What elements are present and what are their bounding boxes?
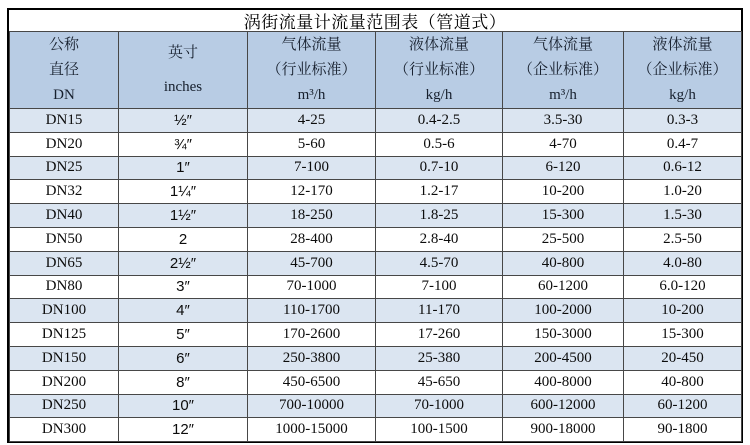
table-cell: 200-4500 — [503, 346, 624, 370]
table-cell: 8″ — [119, 370, 248, 394]
header-line: m³/h — [549, 86, 577, 103]
table-cell: ½″ — [119, 109, 248, 133]
flow-range-table — [9, 31, 742, 442]
header-line: （企业标准） — [637, 61, 728, 78]
header-line: 气体流量 — [281, 36, 342, 53]
table-cell: 4.0-80 — [624, 251, 742, 275]
header-line: inches — [163, 79, 203, 95]
table-row — [10, 370, 742, 394]
table-cell: 4.5-70 — [376, 251, 503, 275]
table-cell: DN100 — [10, 299, 119, 323]
table-cell: 900-18000 — [503, 418, 624, 442]
table-row — [10, 109, 742, 133]
table-cell: 0.4-7 — [624, 132, 742, 156]
table-cell: 450-6500 — [248, 370, 376, 394]
table-cell: 0.5-6 — [376, 132, 503, 156]
table-cell: 17-260 — [376, 323, 503, 347]
table-cell: 45-700 — [248, 251, 376, 275]
table-cell: DN40 — [10, 204, 119, 228]
header-line: 气体流量 — [532, 36, 593, 53]
header-line: 液体流量 — [408, 36, 469, 53]
table-cell: 600-12000 — [503, 394, 624, 418]
header-line: 直径 — [48, 61, 79, 78]
table-cell: 6″ — [119, 346, 248, 370]
table-row — [10, 132, 742, 156]
table-cell: 1″ — [119, 156, 248, 180]
table-cell: 400-8000 — [503, 370, 624, 394]
table-row — [10, 204, 742, 228]
col-header-gas-industry — [248, 32, 376, 109]
col-header-inches — [119, 32, 248, 109]
col-header-liquid-enterprise — [624, 32, 742, 109]
table-row — [10, 346, 742, 370]
table-cell: DN25 — [10, 156, 119, 180]
table-cell: DN50 — [10, 227, 119, 251]
table-cell: 7-100 — [248, 156, 376, 180]
table-cell: 40-800 — [503, 251, 624, 275]
table-cell: DN300 — [10, 418, 119, 442]
table-cell: 15-300 — [624, 323, 742, 347]
table-cell: 1.8-25 — [376, 204, 503, 228]
header-line: 英寸 — [167, 45, 198, 61]
table-cell: 45-650 — [376, 370, 503, 394]
table-cell: 700-10000 — [248, 394, 376, 418]
table-cell: 25-380 — [376, 346, 503, 370]
table-cell: 10-200 — [624, 299, 742, 323]
table-cell: 12″ — [119, 418, 248, 442]
table-cell: 60-1200 — [503, 275, 624, 299]
header-line: 公称 — [48, 36, 79, 53]
table-cell: 2 — [119, 227, 248, 251]
table-row — [10, 251, 742, 275]
header-line: （行业标准） — [393, 61, 484, 78]
table-cell: 0.6-12 — [624, 156, 742, 180]
col-header-dn — [10, 32, 119, 109]
table-row — [10, 323, 742, 347]
table-cell: 18-250 — [248, 204, 376, 228]
table-row — [10, 418, 742, 442]
table-cell: 1000-15000 — [248, 418, 376, 442]
table-cell: 70-1000 — [376, 394, 503, 418]
table-header — [10, 32, 742, 109]
table-cell: DN80 — [10, 275, 119, 299]
table-cell: DN200 — [10, 370, 119, 394]
table-row — [10, 299, 742, 323]
table-cell: 2.5-50 — [624, 227, 742, 251]
table-cell: 1.5-30 — [624, 204, 742, 228]
table-cell: 3″ — [119, 275, 248, 299]
table-cell: 250-3800 — [248, 346, 376, 370]
table-cell: 15-300 — [503, 204, 624, 228]
table-cell: DN32 — [10, 180, 119, 204]
table-row — [10, 156, 742, 180]
table-cell: ¾″ — [119, 132, 248, 156]
table-cell: 100-2000 — [503, 299, 624, 323]
table-cell: 1.2-17 — [376, 180, 503, 204]
table-cell: 70-1000 — [248, 275, 376, 299]
table-body — [10, 109, 742, 442]
table-row — [10, 180, 742, 204]
table-cell: 40-800 — [624, 370, 742, 394]
header-line: （行业标准） — [266, 61, 357, 78]
table-cell: DN250 — [10, 394, 119, 418]
header-line: kg/h — [425, 86, 453, 103]
table-cell: 90-1800 — [624, 418, 742, 442]
table-cell: 6.0-120 — [624, 275, 742, 299]
header-line: （企业标准） — [517, 61, 608, 78]
table-cell: 3.5-30 — [503, 109, 624, 133]
page-title: 涡街流量计流量范围表（管道式） — [9, 10, 741, 31]
table-cell: 1½″ — [119, 204, 248, 228]
table-cell: 150-3000 — [503, 323, 624, 347]
table-cell: 4-25 — [248, 109, 376, 133]
table-cell: DN20 — [10, 132, 119, 156]
col-header-liquid-industry — [376, 32, 503, 109]
table-cell: 2½″ — [119, 251, 248, 275]
table-cell: 1.0-20 — [624, 180, 742, 204]
header-line: kg/h — [669, 86, 696, 103]
table-cell: 0.3-3 — [624, 109, 742, 133]
table-cell: 110-1700 — [248, 299, 376, 323]
header-line: 液体流量 — [652, 36, 713, 53]
table-cell: 25-500 — [503, 227, 624, 251]
table-cell: 170-2600 — [248, 323, 376, 347]
table-cell: 7-100 — [376, 275, 503, 299]
table-cell: 0.7-10 — [376, 156, 503, 180]
col-header-gas-enterprise — [503, 32, 624, 109]
table-cell: 10-200 — [503, 180, 624, 204]
table-cell: DN15 — [10, 109, 119, 133]
table-cell: 4″ — [119, 299, 248, 323]
table-cell: 12-170 — [248, 180, 376, 204]
table-cell: DN150 — [10, 346, 119, 370]
table-cell: 2.8-40 — [376, 227, 503, 251]
table-cell: 10″ — [119, 394, 248, 418]
table-cell: 20-450 — [624, 346, 742, 370]
table-row — [10, 227, 742, 251]
header-line: DN — [53, 86, 75, 103]
flow-range-table-frame — [7, 8, 743, 443]
table-cell: 5-60 — [248, 132, 376, 156]
header-line: m³/h — [297, 86, 326, 103]
table-cell: DN65 — [10, 251, 119, 275]
table-cell: 4-70 — [503, 132, 624, 156]
table-cell: 1¼″ — [119, 180, 248, 204]
table-cell: 0.4-2.5 — [376, 109, 503, 133]
table-cell: 100-1500 — [376, 418, 503, 442]
table-cell: 28-400 — [248, 227, 376, 251]
table-cell: 6-120 — [503, 156, 624, 180]
table-cell: DN125 — [10, 323, 119, 347]
table-row — [10, 394, 742, 418]
table-cell: 60-1200 — [624, 394, 742, 418]
table-row — [10, 275, 742, 299]
table-cell: 11-170 — [376, 299, 503, 323]
header-row — [10, 32, 742, 109]
table-cell: 5″ — [119, 323, 248, 347]
